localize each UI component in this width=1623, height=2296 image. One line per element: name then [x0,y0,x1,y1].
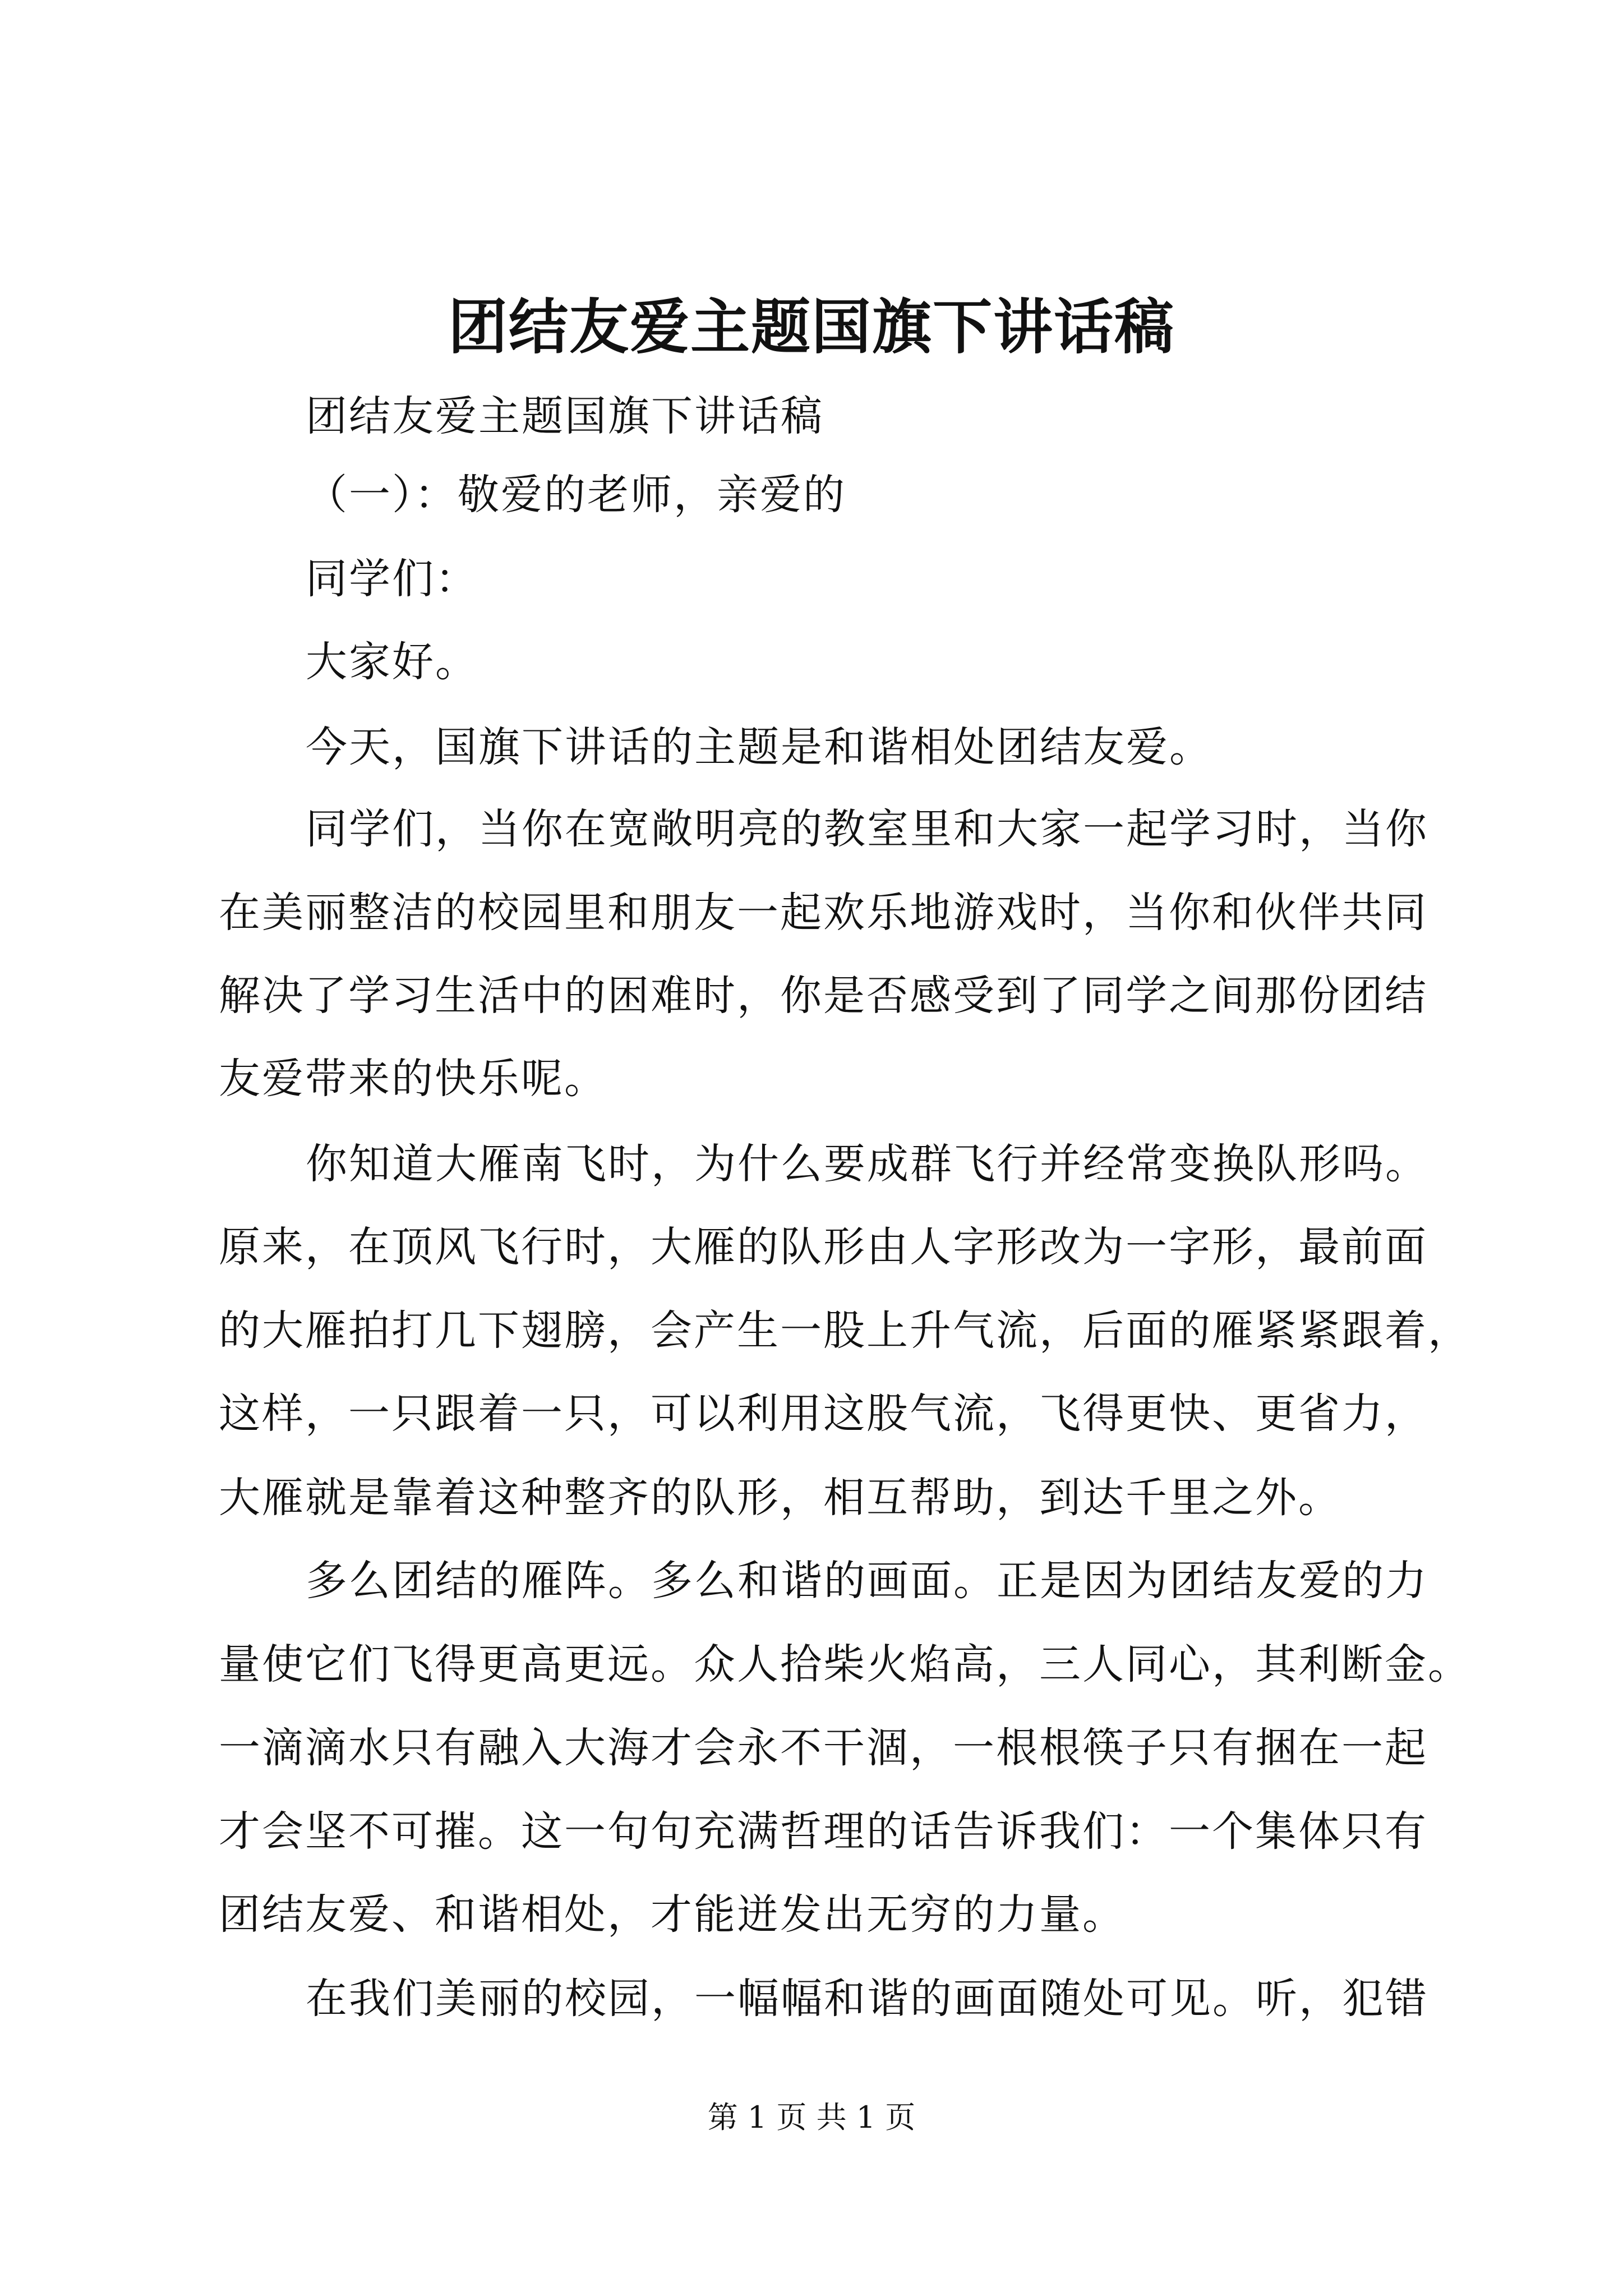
page-footer: 第 1 页 共 1 页 [707,2100,916,2135]
text-line-p1-1: 同学们，当你在宽敞明亮的教室里和大家一起学习时，当你 [306,805,1428,853]
text-line-p2-2: 原来，在顶风飞行时，大雁的队形由人字形改为一字形，最前面 [219,1223,1428,1271]
text-line-p1-3: 解决了学习生活中的困难时，你是否感受到了同学之间那份团结 [219,972,1428,1020]
text-line-p3-1: 多么团结的雁阵。多么和谐的画面。正是因为团结友爱的力 [306,1557,1428,1605]
text-line-classmates: 同学们： [306,555,478,603]
text-line-p4-1: 在我们美丽的校园，一幅幅和谐的画面随处可见。听，犯错 [306,1975,1428,2023]
text-line-greeting: 大家好。 [306,638,478,686]
text-line-p3-4: 才会坚不可摧。这一句句充满哲理的话告诉我们：一个集体只有 [219,1807,1428,1856]
text-line-p2-4: 这样，一只跟着一只，可以利用这股气流，飞得更快、更省力， [219,1389,1428,1438]
text-line-p2-3: 的大雁拍打几下翅膀，会产生一股上升气流，后面的雁紧紧跟着， [219,1306,1471,1355]
text-line-p2-5: 大雁就是靠着这种整齐的队形，相互帮助，到达千里之外。 [219,1474,1341,1522]
document-title: 团结友爱主题国旗下讲话稿 [448,292,1175,362]
text-line-p3-3: 一滴滴水只有融入大海才会永不干涸，一根根筷子只有捆在一起 [219,1724,1428,1772]
text-line-subtitle: 团结友爱主题国旗下讲话稿 [306,392,824,440]
text-line-p1-2: 在美丽整洁的校园里和朋友一起欢乐地游戏时，当你和伙伴共同 [219,889,1428,937]
text-line-p3-2: 量使它们飞得更高更远。众人拾柴火焰高，三人同心，其利断金。 [219,1640,1471,1688]
text-line-p3-5: 团结友爱、和谐相处，才能迸发出无穷的力量。 [219,1890,1126,1939]
text-line-salutation: （一）：敬爱的老师，亲爱的 [306,471,846,519]
text-line-p1-4: 友爱带来的快乐呢。 [219,1055,607,1103]
text-line-theme: 今天，国旗下讲话的主题是和谐相处团结友爱。 [306,723,1212,771]
text-line-p2-1: 你知道大雁南飞时，为什么要成群飞行并经常变换队形吗。 [306,1140,1428,1188]
